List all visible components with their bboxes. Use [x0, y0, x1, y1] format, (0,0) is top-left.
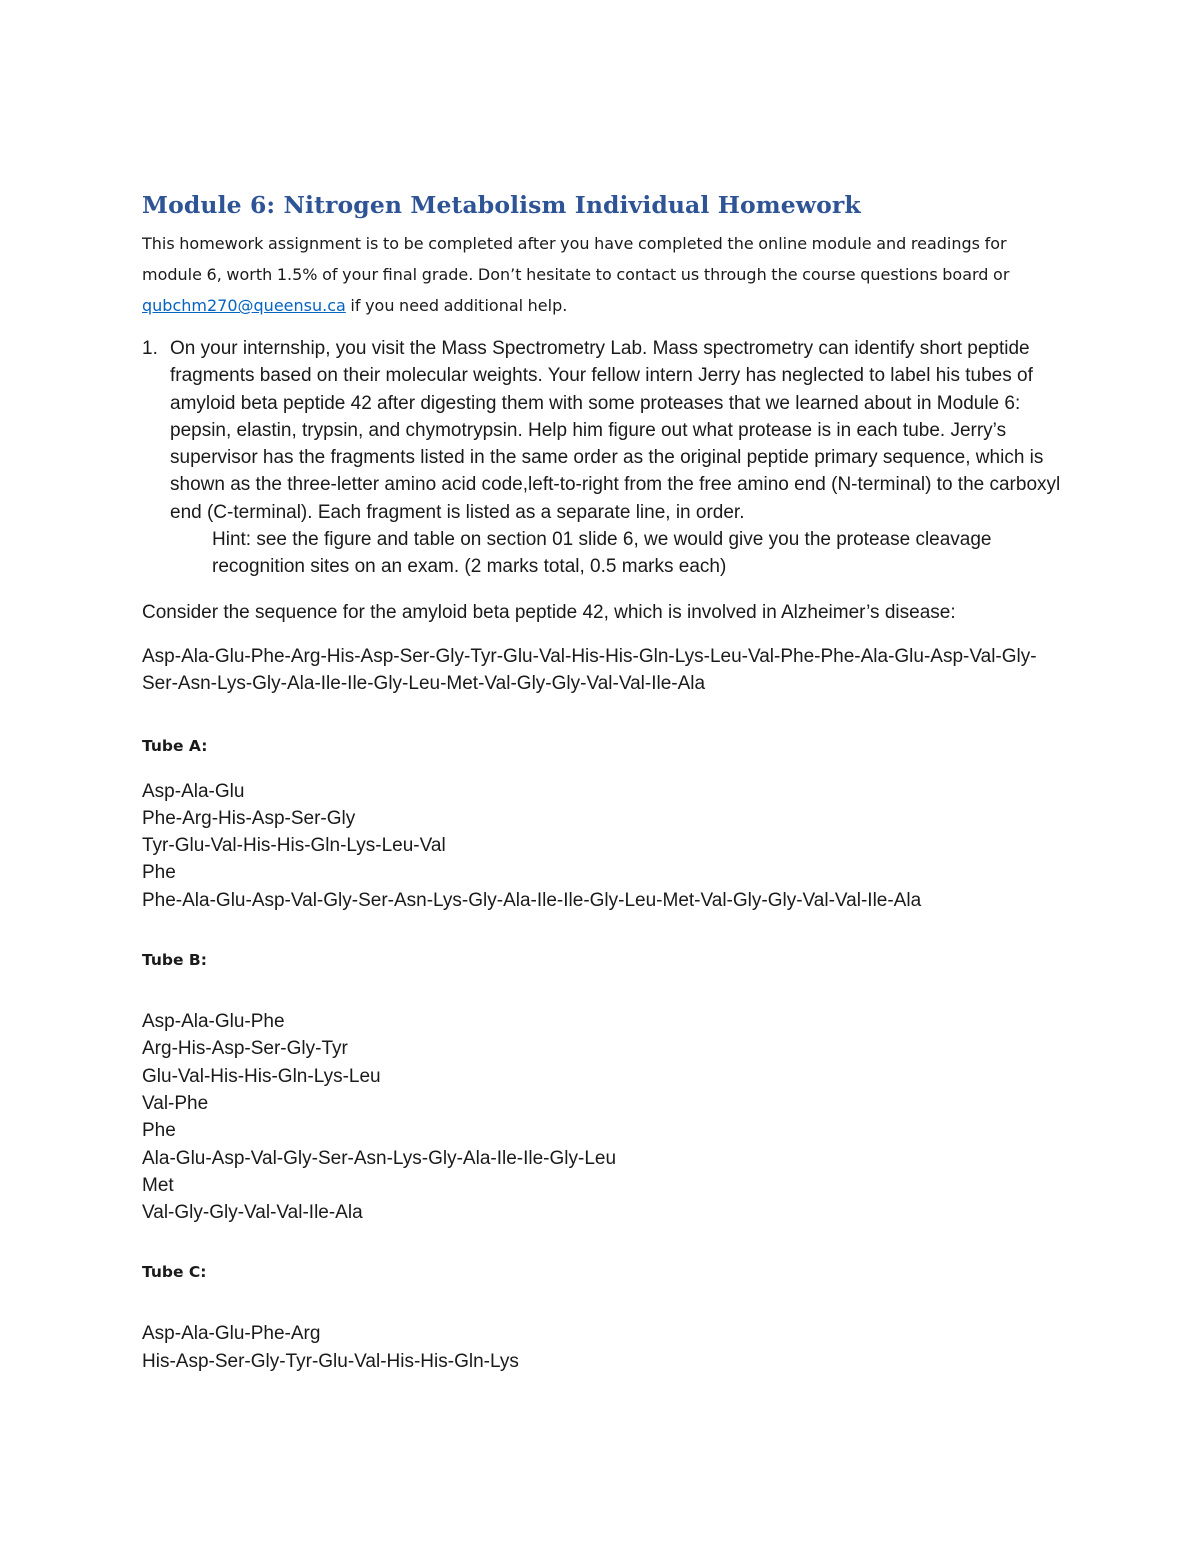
fragment-line: Glu-Val-His-His-Gln-Lys-Leu [142, 1065, 381, 1087]
question-1 [142, 335, 1067, 526]
tube-b-section [142, 948, 1067, 1226]
fragment-line: Ala-Glu-Asp-Val-Gly-Ser-Asn-Lys-Gly-Ala-Ile-Ile-Gly-Leu [142, 1147, 617, 1169]
document-page [142, 188, 1067, 1375]
fragment-line: Val-Phe [142, 1092, 209, 1114]
question-number: 1. [142, 338, 158, 359]
intro-paragraph [142, 228, 1067, 321]
document-title: Module 6: Nitrogen Metabolism Individual Homework [142, 191, 861, 219]
fragment-line: Asp-Ala-Glu-Phe-Arg [142, 1323, 321, 1345]
tube-c-section [142, 1260, 1067, 1375]
tube-c-fragments [142, 1320, 1067, 1375]
fragment-line: Phe-Arg-His-Asp-Ser-Gly [142, 807, 356, 829]
contact-email-link[interactable]: qubchm270@queensu.ca [142, 296, 346, 315]
consider-paragraph: Consider the sequence for the amyloid beta peptide 42, which is involved in Alzheimer’s disease: [142, 601, 956, 623]
fragment-line: Met [142, 1174, 174, 1196]
tube-a-heading: Tube A: [142, 736, 208, 755]
peptide-sequence: Asp-Ala-Glu-Phe-Arg-His-Asp-Ser-Gly-Tyr-Glu-Val-His-His-Gln-Lys-Leu-Val-Phe-Phe-Ala-Glu-Asp-Val-Gly-Ser-Asn-Lys-Gly-Ala-Ile-Ile-Gly-Leu-Met-Val-Gly-Gly-Val-Val-Ile-Ala [142, 645, 1037, 695]
fragment-line: Val-Gly-Gly-Val-Val-Ile-Ala [142, 1202, 363, 1224]
fragment-line: Tyr-Glu-Val-His-His-Gln-Lys-Leu-Val [142, 835, 446, 857]
tube-b-fragments [142, 1008, 1067, 1226]
fragment-line: Phe-Ala-Glu-Asp-Val-Gly-Ser-Asn-Lys-Gly-Ala-Ile-Ile-Gly-Leu-Met-Val-Gly-Gly-Val-Val-Ile-Ala [142, 889, 922, 911]
tube-b-heading: Tube B: [142, 951, 207, 970]
fragment-line: His-Asp-Ser-Gly-Tyr-Glu-Val-His-His-Gln-Lys [142, 1350, 519, 1372]
tube-a-fragments [142, 778, 1067, 914]
tube-c-heading: Tube C: [142, 1263, 207, 1282]
fragment-line: Asp-Ala-Glu-Phe [142, 1011, 285, 1033]
intro-text-start: This homework assignment is to be completed after you have completed the online module and readings for module 6, worth 1.5% of your final grade. Don’t hesitate to contact us through the course questions board or [142, 234, 1010, 284]
fragment-line: Phe [142, 862, 176, 884]
intro-text-end: if you need additional help. [345, 296, 568, 315]
question-hint: Hint: see the figure and table on section 01 slide 6, we would give you the protease cleavage recognition sites on an exam. (2 marks total, 0.5 marks each) [212, 529, 992, 578]
fragment-line: Phe [142, 1120, 176, 1142]
tube-a-section [142, 734, 1067, 914]
question-text: On your internship, you visit the Mass Spectrometry Lab. Mass spectrometry can identify short peptide fragments based on their molecular weights. Your fellow intern Jerry has neglected to label his tubes of amyloid beta peptide 42 after digesting them with some proteases that we learned about in Module 6: pepsin, elastin, trypsin, and chymotrypsin. Help him figure out what protease is in each tube. Jerry’s supervisor has the fragments listed in the same order as the original peptide primary sequence, which is shown as the three-letter amino acid code,left-to-right from the free amino end (N-terminal) to the carboxyl end (C-terminal). Each fragment is listed as a separate line, in order. [170, 338, 1061, 523]
fragment-line: Arg-His-Asp-Ser-Gly-Tyr [142, 1038, 348, 1060]
fragment-line: Asp-Ala-Glu [142, 780, 245, 802]
